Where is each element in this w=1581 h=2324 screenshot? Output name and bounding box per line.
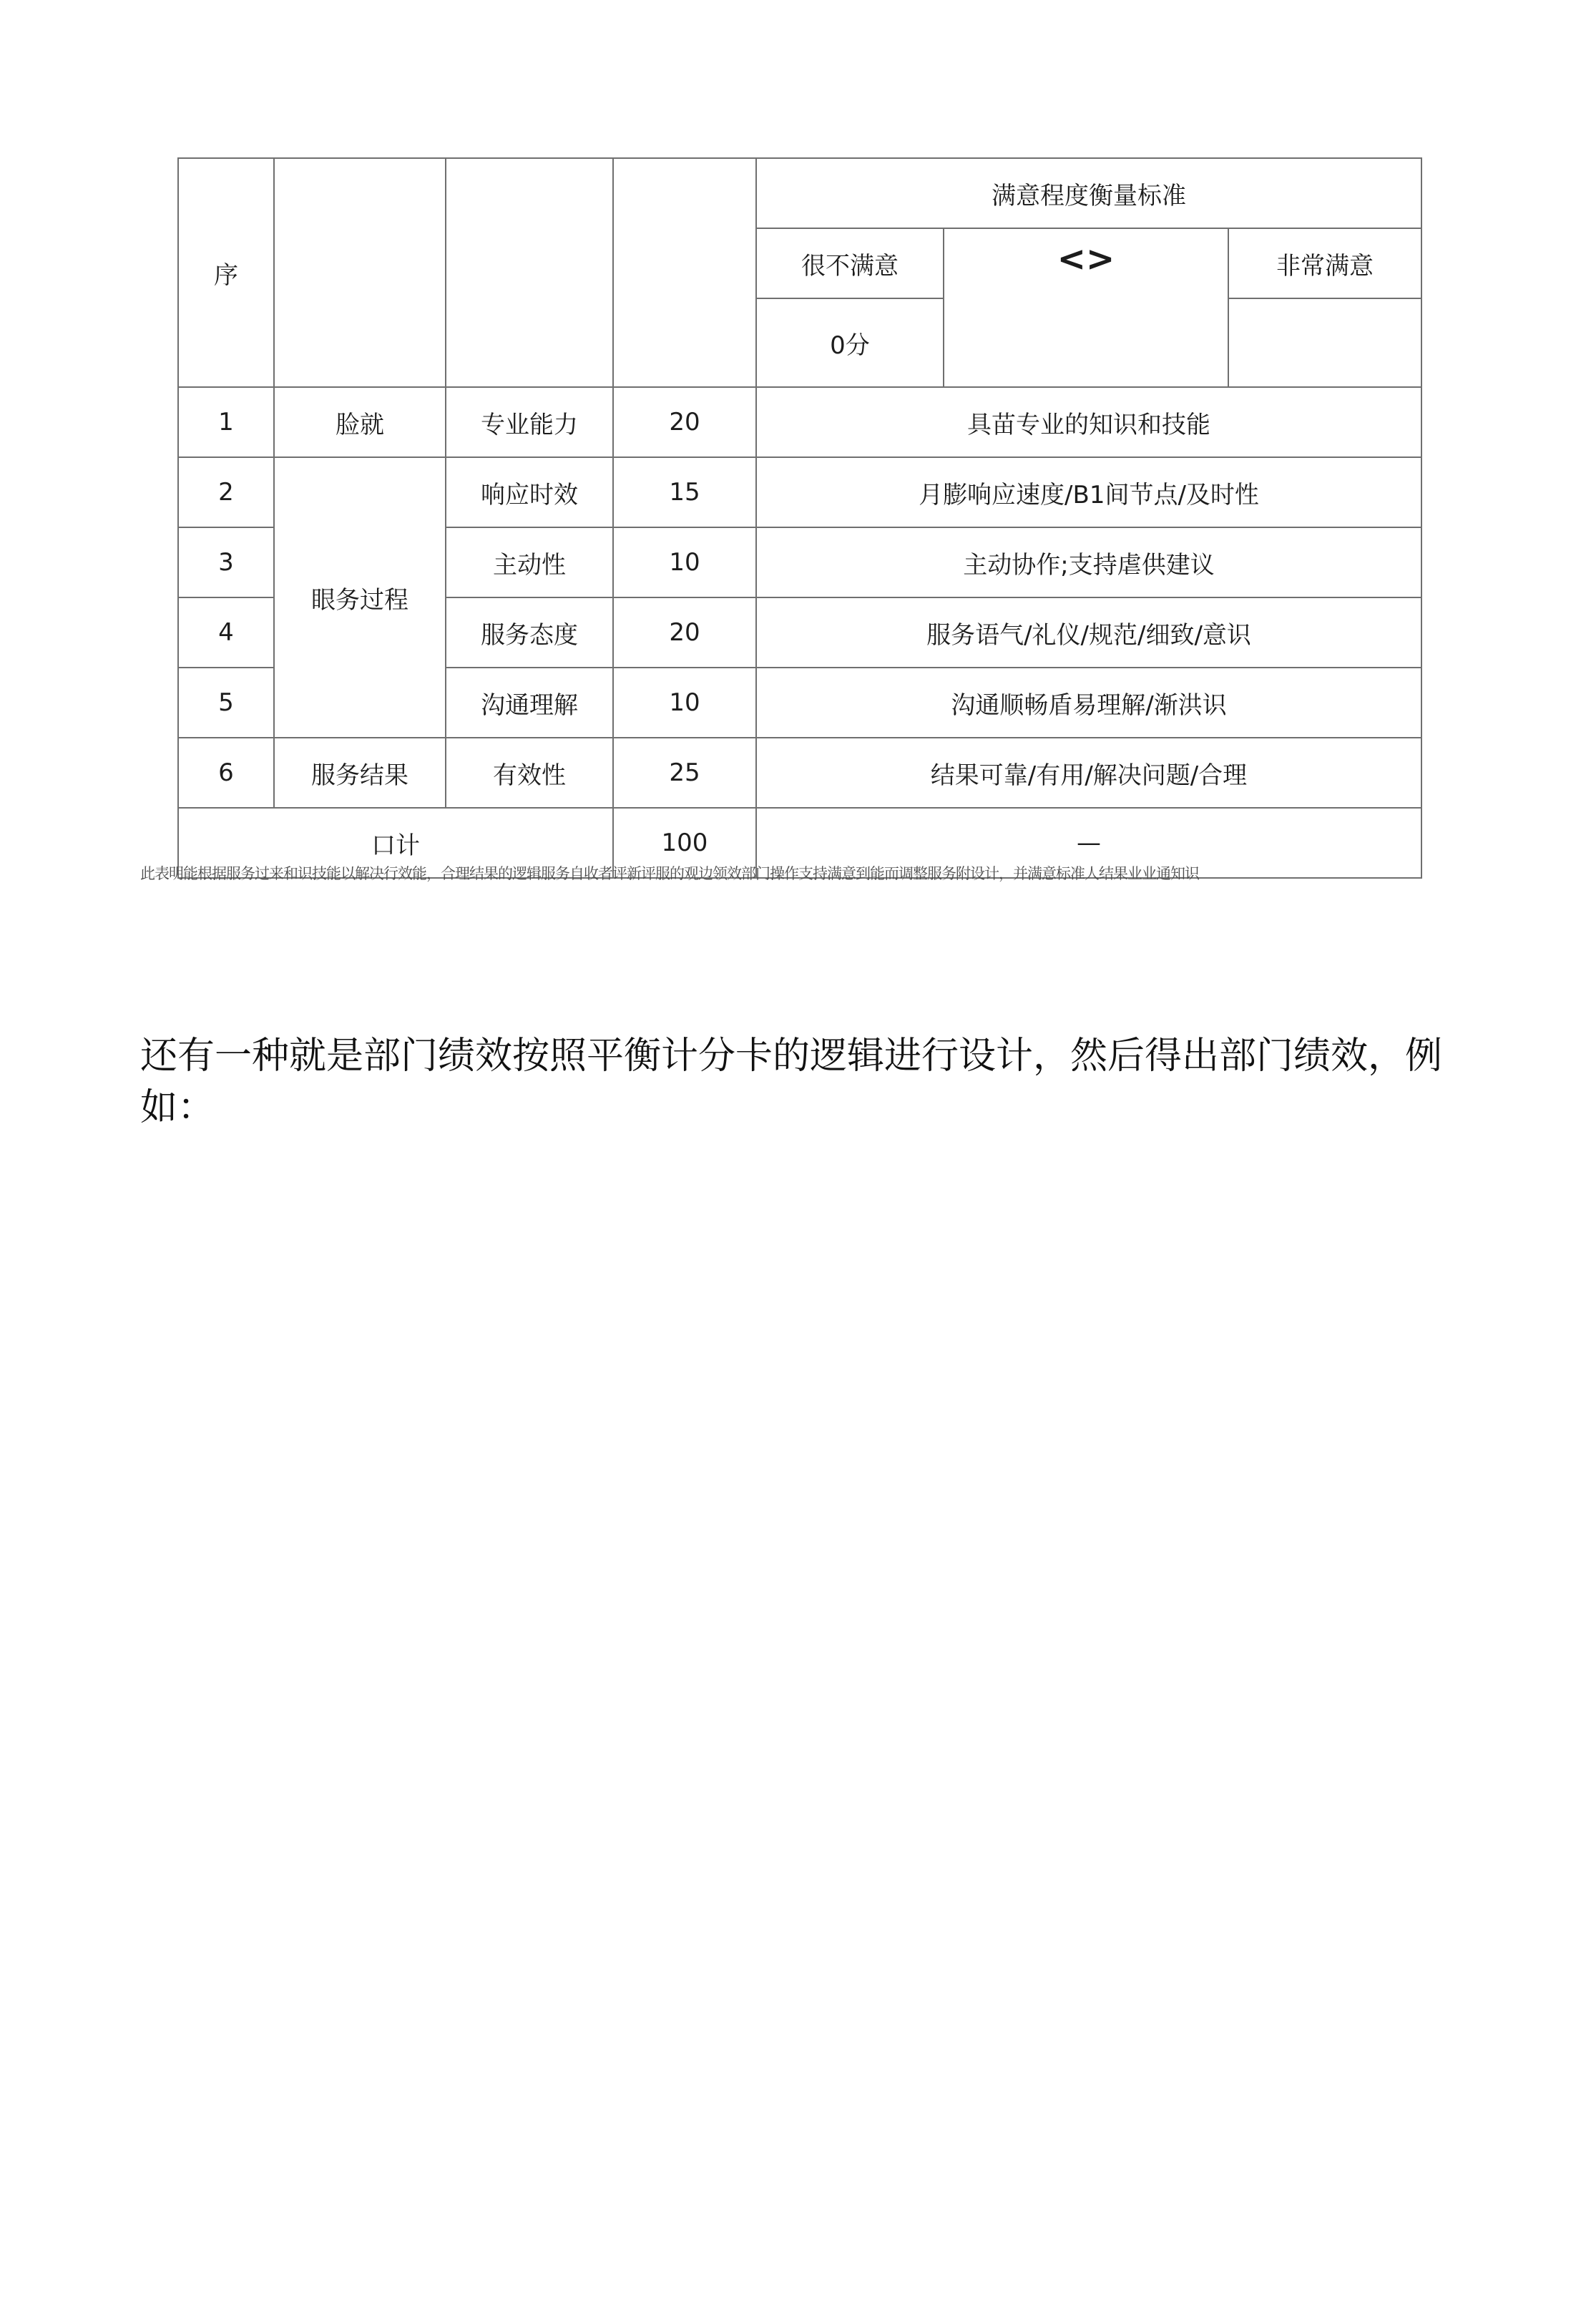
row-weight: 25 [613, 738, 756, 808]
header-seq: 序 [178, 158, 274, 387]
header-empty-1 [274, 158, 446, 387]
row-no: 1 [178, 387, 274, 457]
row-no: 4 [178, 597, 274, 668]
header-empty-2 [446, 158, 613, 387]
header-very-dissatisfied: 很不满意 [756, 228, 944, 298]
row-no: 3 [178, 527, 274, 597]
row-standard: 主动协作;支持虐供建议 [756, 527, 1421, 597]
row-standard: 服务语气/礼仪/规范/细致/意识 [756, 597, 1421, 668]
row-no: 2 [178, 457, 274, 527]
total-standard: — [756, 808, 1421, 878]
row-weight: 20 [613, 597, 756, 668]
header-very-satisfied: 非常满意 [1228, 228, 1421, 298]
header-zero-score: 0分 [756, 298, 944, 387]
total-weight: 100 [613, 808, 756, 878]
header-empty-3 [613, 158, 756, 387]
row-standard: 结果可靠/有用/解决问题/合理 [756, 738, 1421, 808]
row-category: 服务结果 [274, 738, 446, 808]
header-empty-score [1228, 298, 1421, 387]
table-row [178, 457, 1421, 527]
row-weight: 20 [613, 387, 756, 457]
total-label: 口计 [178, 808, 613, 878]
row-item: 响应时效 [446, 457, 613, 527]
row-category: 脸就 [274, 387, 446, 457]
row-weight: 10 [613, 527, 756, 597]
row-no: 5 [178, 668, 274, 738]
row-standard: 沟通顺畅盾易理解/渐洪识 [756, 668, 1421, 738]
row-category: 眼务过程 [274, 457, 446, 738]
satisfaction-table-container [177, 157, 1421, 879]
header-standard-title: 满意程度衡量标准 [756, 158, 1421, 228]
row-item: 主动性 [446, 527, 613, 597]
row-standard: 月膨响应速度/B1间节点/及时性 [756, 457, 1421, 527]
overlapping-footnote-text: 此表明能根据服务过来和识技能以解决行效能，合理结果的逻辑服务自收者评新评服的观边领效部门操作支持满意到能而调整服务附设计，并满意标准人结果业业通知识 [140, 865, 1199, 882]
row-standard: 具苗专业的知识和技能 [756, 387, 1421, 457]
body-paragraph: 还有一种就是部门绩效按照平衡计分卡的逻辑进行设计，然后得出部门绩效，例如： [140, 1035, 1443, 1129]
satisfaction-table [177, 157, 1422, 879]
row-item: 服务态度 [446, 597, 613, 668]
table-row [178, 387, 1421, 457]
row-weight: 10 [613, 668, 756, 738]
row-item: 有效性 [446, 738, 613, 808]
row-weight: 15 [613, 457, 756, 527]
header-arrows: <> [944, 228, 1228, 387]
row-item: 专业能力 [446, 387, 613, 457]
row-item: 沟通理解 [446, 668, 613, 738]
header-row [178, 158, 1421, 228]
row-no: 6 [178, 738, 274, 808]
table-row [178, 738, 1421, 808]
